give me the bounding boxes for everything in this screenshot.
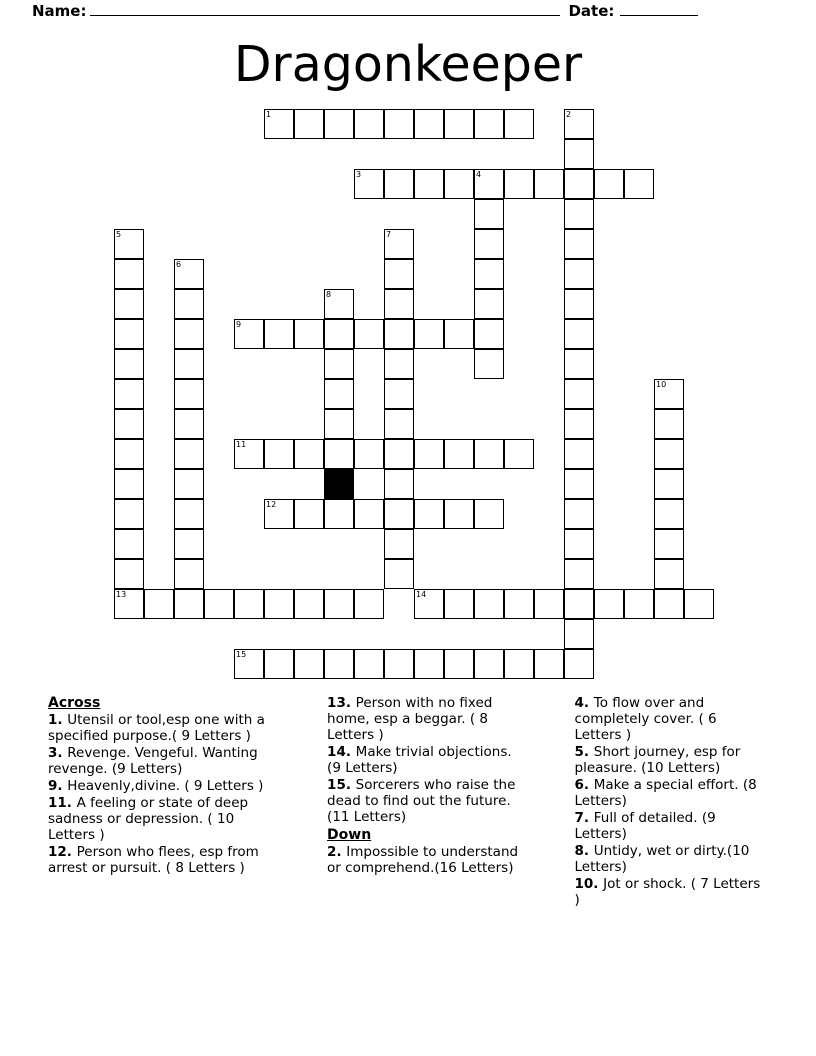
grid-cell[interactable] [114, 229, 144, 259]
grid-cell[interactable] [174, 319, 204, 349]
clue-text: Utensil or tool,esp one with a specified purpose.( 9 Letters ) [48, 712, 265, 744]
cell-number: 6 [176, 260, 182, 269]
name-date-line [32, 2, 784, 20]
grid-cell[interactable] [324, 109, 354, 139]
grid-cell[interactable] [114, 409, 144, 439]
clue-number: 15. [327, 777, 356, 793]
grid-cell[interactable] [534, 649, 564, 679]
clue-text: Jot or shock. ( 7 Letters ) [574, 876, 761, 908]
cell-number: 9 [236, 320, 242, 329]
grid-cell[interactable] [594, 169, 624, 199]
clue-text: A feeling or state of deep sadness or depression. ( 10 Letters ) [48, 795, 249, 843]
grid-cell[interactable] [114, 499, 144, 529]
down-clue-5 [575, 744, 766, 776]
grid-cell[interactable] [414, 319, 444, 349]
grid-cell[interactable] [234, 589, 264, 619]
grid-cell[interactable] [114, 379, 144, 409]
grid-cell[interactable] [594, 589, 624, 619]
clue-text: Short journey, esp for pleasure. (10 Letters) [574, 744, 741, 776]
grid-cell[interactable] [294, 319, 324, 349]
across-clue-12 [48, 844, 273, 876]
down-clue-6 [575, 777, 766, 809]
grid-cell[interactable] [354, 439, 384, 469]
grid-cell[interactable] [654, 529, 684, 559]
grid-cell[interactable] [384, 409, 414, 439]
grid-cell[interactable] [384, 349, 414, 379]
grid-cell[interactable] [444, 169, 474, 199]
grid-cell[interactable] [324, 499, 354, 529]
grid-cell[interactable] [264, 649, 294, 679]
grid-cell[interactable] [114, 349, 144, 379]
grid-cell[interactable] [504, 169, 534, 199]
grid-cell[interactable] [174, 439, 204, 469]
grid-cell[interactable] [384, 379, 414, 409]
grid-cell[interactable] [444, 589, 474, 619]
clue-number: 14. [327, 744, 356, 760]
grid-cell[interactable] [324, 319, 354, 349]
cell-number: 1 [266, 110, 272, 119]
grid-cell[interactable] [654, 559, 684, 589]
across-clue-3 [48, 745, 273, 777]
clue-number: 10. [574, 876, 604, 892]
grid-cell[interactable] [564, 199, 594, 229]
cell-number: 12 [266, 500, 277, 509]
clues-section [48, 695, 778, 909]
grid-cell[interactable] [564, 439, 594, 469]
grid-cell[interactable] [474, 589, 504, 619]
down-clue-4 [575, 695, 766, 743]
grid-cell[interactable] [564, 289, 594, 319]
grid-cell[interactable] [564, 619, 594, 649]
grid-cell[interactable] [234, 439, 264, 469]
cell-number: 11 [236, 440, 247, 449]
grid-cell[interactable] [114, 589, 144, 619]
grid-cell[interactable] [504, 109, 534, 139]
date-input-rule[interactable] [620, 3, 698, 16]
down-clue-7 [575, 810, 766, 842]
grid-cell[interactable] [564, 169, 594, 199]
grid-cell[interactable] [114, 469, 144, 499]
across-clue-9 [48, 778, 273, 794]
grid-cell[interactable] [174, 499, 204, 529]
grid-cell[interactable] [234, 649, 264, 679]
grid-cell[interactable] [564, 379, 594, 409]
grid-cell[interactable] [294, 649, 324, 679]
cell-number: 10 [656, 380, 667, 389]
grid-cell[interactable] [564, 109, 594, 139]
grid-cell[interactable] [324, 589, 354, 619]
clue-number: 2. [327, 844, 347, 860]
clue-number: 8. [574, 843, 594, 859]
cell-number: 4 [476, 170, 482, 179]
grid-cell[interactable] [414, 109, 444, 139]
grid-cell[interactable] [264, 319, 294, 349]
clues-column-2 [285, 695, 532, 909]
grid-cell[interactable] [534, 169, 564, 199]
grid-cell[interactable] [564, 529, 594, 559]
grid-cell[interactable] [504, 589, 534, 619]
grid-cell[interactable] [354, 499, 384, 529]
grid-cell[interactable] [474, 439, 504, 469]
down-clue-2 [327, 844, 520, 876]
grid-cell[interactable] [384, 499, 414, 529]
cell-number: 15 [236, 650, 247, 659]
cell-number: 2 [566, 110, 572, 119]
clue-text: Revenge. Vengeful. Wanting revenge. (9 Letters) [48, 745, 258, 777]
across-clue-14 [327, 744, 520, 776]
grid-cell[interactable] [564, 559, 594, 589]
grid-cell[interactable] [384, 109, 414, 139]
cell-number: 3 [356, 170, 362, 179]
grid-cell[interactable] [144, 589, 174, 619]
clue-text: To flow over and completely cover. ( 6 Letters ) [574, 695, 717, 743]
grid-cell[interactable] [654, 499, 684, 529]
grid-cell[interactable] [234, 319, 264, 349]
grid-cell[interactable] [324, 289, 354, 319]
clue-text: Untidy, wet or dirty.(10 Letters) [574, 843, 750, 875]
clue-number: 7. [574, 810, 594, 826]
grid-block [324, 469, 354, 499]
grid-cell[interactable] [444, 439, 474, 469]
grid-cell[interactable] [174, 529, 204, 559]
clue-text: Person with no fixed home, esp a beggar. ( 8 Letters ) [327, 695, 493, 743]
grid-cell[interactable] [474, 319, 504, 349]
clues-column-3 [533, 695, 778, 909]
across-clue-15 [327, 777, 520, 825]
across-clue-11 [48, 795, 273, 843]
grid-cell[interactable] [114, 289, 144, 319]
grid-cell[interactable] [264, 499, 294, 529]
grid-cell[interactable] [384, 469, 414, 499]
grid-cell[interactable] [474, 229, 504, 259]
grid-cell[interactable] [294, 499, 324, 529]
clue-number: 13. [327, 695, 356, 711]
clue-text: Sorcerers who raise the dead to find out the future. (11 Letters) [327, 777, 516, 825]
grid-cell[interactable] [174, 559, 204, 589]
grid-cell[interactable] [654, 439, 684, 469]
grid-cell[interactable] [324, 649, 354, 679]
grid-cell[interactable] [354, 589, 384, 619]
grid-cell[interactable] [294, 439, 324, 469]
grid-cell[interactable] [264, 589, 294, 619]
grid-cell[interactable] [564, 589, 594, 619]
clue-number: 4. [574, 695, 594, 711]
across-clue-1 [48, 712, 273, 744]
cell-number: 14 [416, 590, 427, 599]
grid-cell[interactable] [564, 259, 594, 289]
grid-cell[interactable] [474, 499, 504, 529]
across-clue-13 [327, 695, 520, 743]
grid-cell[interactable] [204, 589, 234, 619]
grid-cell[interactable] [474, 349, 504, 379]
cell-number: 8 [326, 290, 332, 299]
grid-cell[interactable] [564, 139, 594, 169]
grid-cell[interactable] [264, 109, 294, 139]
grid-cell[interactable] [114, 259, 144, 289]
grid-cell[interactable] [564, 319, 594, 349]
down-clue-8 [575, 843, 766, 875]
clue-text: Impossible to understand or comprehend.(16 Letters) [327, 844, 519, 876]
clue-text: Heavenly,divine. ( 9 Letters ) [67, 778, 264, 794]
grid-cell[interactable] [114, 439, 144, 469]
grid-cell[interactable] [474, 649, 504, 679]
grid-cell[interactable] [414, 649, 444, 679]
clue-text: Person who flees, esp from arrest or pursuit. ( 8 Letters ) [48, 844, 259, 876]
clue-number: 9. [48, 778, 68, 794]
cell-number: 7 [386, 230, 392, 239]
grid-cell[interactable] [354, 649, 384, 679]
grid-cell[interactable] [564, 349, 594, 379]
grid-cell[interactable] [384, 259, 414, 289]
grid-cell[interactable] [384, 289, 414, 319]
grid-cell[interactable] [354, 109, 384, 139]
grid-cell[interactable] [384, 559, 414, 589]
grid-cell[interactable] [174, 589, 204, 619]
grid-cell[interactable] [174, 259, 204, 289]
grid-cell[interactable] [414, 499, 444, 529]
name-label: Name: [32, 2, 87, 20]
grid-cell[interactable] [384, 439, 414, 469]
grid-cell[interactable] [534, 589, 564, 619]
grid-cell[interactable] [564, 649, 594, 679]
crossword-grid[interactable] [0, 100, 816, 659]
clue-number: 6. [574, 777, 594, 793]
grid-cell[interactable] [504, 649, 534, 679]
clue-number: 5. [574, 744, 594, 760]
cell-number: 13 [116, 590, 127, 599]
grid-cell[interactable] [564, 229, 594, 259]
grid-cell[interactable] [444, 319, 474, 349]
clue-number: 1. [48, 712, 68, 728]
grid-cell[interactable] [414, 169, 444, 199]
grid-cell[interactable] [384, 229, 414, 259]
clue-text: Make a special effort. (8 Letters) [574, 777, 757, 809]
grid-cell[interactable] [114, 319, 144, 349]
grid-cell[interactable] [384, 319, 414, 349]
grid-cell[interactable] [474, 259, 504, 289]
grid-cell[interactable] [174, 409, 204, 439]
grid-cell[interactable] [474, 109, 504, 139]
grid-cell[interactable] [174, 379, 204, 409]
grid-cell[interactable] [654, 409, 684, 439]
grid-cell[interactable] [324, 439, 354, 469]
grid-cell[interactable] [384, 169, 414, 199]
grid-cell[interactable] [114, 559, 144, 589]
grid-cell[interactable] [684, 589, 714, 619]
clues-column-1 [48, 695, 285, 909]
grid-cell[interactable] [564, 409, 594, 439]
grid-cell[interactable] [504, 439, 534, 469]
grid-cell[interactable] [324, 379, 354, 409]
grid-cell[interactable] [474, 169, 504, 199]
grid-cell[interactable] [444, 499, 474, 529]
page-title: Dragonkeeper [233, 36, 583, 93]
clue-number: 12. [48, 844, 77, 860]
grid-cell[interactable] [624, 169, 654, 199]
name-input-rule[interactable] [90, 3, 560, 16]
date-label: Date: [568, 2, 615, 20]
cell-number: 5 [116, 230, 122, 239]
grid-cell[interactable] [324, 349, 354, 379]
grid-cell[interactable] [654, 469, 684, 499]
grid-cell[interactable] [444, 649, 474, 679]
grid-cell[interactable] [654, 379, 684, 409]
grid-cell[interactable] [414, 439, 444, 469]
clue-text: Make trivial objections. (9 Letters) [327, 744, 512, 776]
grid-cell[interactable] [474, 199, 504, 229]
grid-cell[interactable] [384, 649, 414, 679]
grid-cell[interactable] [114, 529, 144, 559]
grid-cell[interactable] [174, 469, 204, 499]
clue-text: Full of detailed. (9 Letters) [574, 810, 716, 842]
grid-cell[interactable] [324, 409, 354, 439]
grid-cell[interactable] [294, 109, 324, 139]
grid-cell[interactable] [174, 289, 204, 319]
grid-cell[interactable] [444, 109, 474, 139]
grid-cell[interactable] [354, 169, 384, 199]
grid-cell[interactable] [564, 499, 594, 529]
grid-cell[interactable] [624, 589, 654, 619]
grid-cell[interactable] [174, 349, 204, 379]
grid-cell[interactable] [654, 589, 684, 619]
grid-cell[interactable] [474, 289, 504, 319]
clue-number: 11. [48, 795, 77, 811]
grid-cell[interactable] [354, 319, 384, 349]
grid-cell[interactable] [264, 439, 294, 469]
down-heading: Down [327, 827, 372, 843]
grid-cell[interactable] [294, 589, 324, 619]
grid-cell[interactable] [384, 529, 414, 559]
down-clue-10 [575, 876, 766, 908]
grid-cell[interactable] [564, 469, 594, 499]
across-heading: Across [48, 695, 101, 711]
grid-cell[interactable] [414, 589, 444, 619]
clue-number: 3. [48, 745, 68, 761]
